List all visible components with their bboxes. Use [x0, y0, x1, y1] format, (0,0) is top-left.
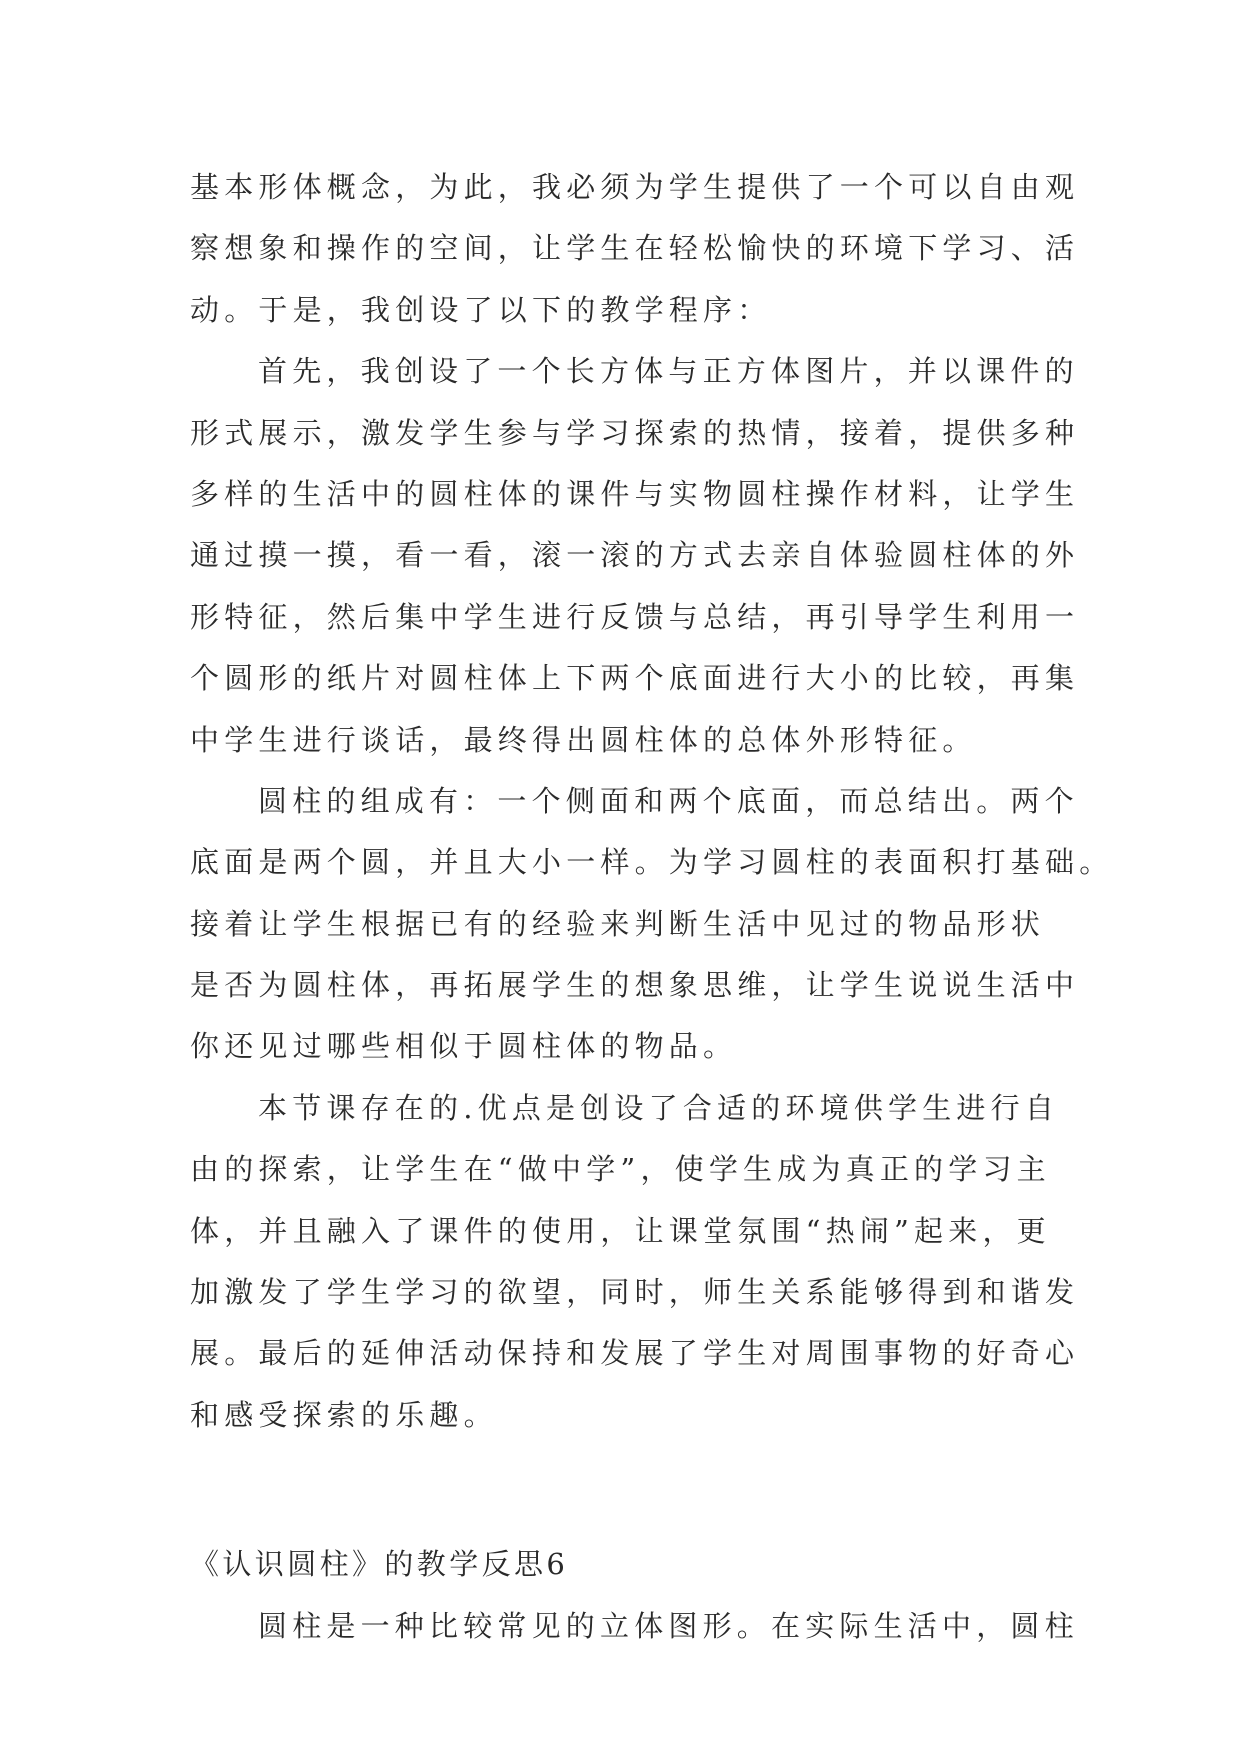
text-line: 圆柱是一种比较常见的立体图形。在实际生活中，圆柱	[258, 1608, 1079, 1643]
text-line: 形特征，然后集中学生进行反馈与总结，再引导学生利用一	[190, 599, 1080, 634]
document-body	[190, 157, 1114, 1657]
text-line: 体，并且融入了课件的使用，让课堂氛围“热闹”起来，更	[190, 1213, 1051, 1248]
text-line: 接着让学生根据已有的经验来判断生活中见过的物品形状	[190, 906, 1046, 941]
text-line: 圆柱的组成有：一个侧面和两个底面，而总结出。两个	[258, 783, 1079, 818]
text-line: 多样的生活中的圆柱体的课件与实物圆柱操作材料，让学生	[190, 476, 1080, 511]
text-line: 中学生进行谈话，最终得出圆柱体的总体外形特征。	[190, 722, 977, 757]
text-line: 动。于是，我创设了以下的教学程序：	[190, 292, 772, 327]
section-heading: 《认识圆柱》的教学反思6	[190, 1547, 569, 1582]
paragraph-new-section	[190, 1596, 1079, 1657]
paragraph-cylinder-parts	[190, 771, 1114, 1078]
paragraph-intro	[190, 157, 1080, 341]
text-line: 察想象和操作的空间，让学生在轻松愉快的环境下学习、活	[190, 231, 1080, 266]
section-gap	[190, 1446, 1052, 1534]
text-line: 和感受探索的乐趣。	[190, 1397, 498, 1432]
text-line: 加激发了学生学习的欲望，同时，师生关系能够得到和谐发	[190, 1275, 1080, 1310]
text-line: 展。最后的延伸活动保持和发展了学生对周围事物的好奇心	[190, 1336, 1080, 1371]
text-line: 你还见过哪些相似于圆柱体的物品。	[190, 1029, 738, 1064]
text-line: 底面是两个圆，并且大小一样。为学习圆柱的表面积打基础。	[190, 845, 1114, 880]
paragraph-first-step	[190, 341, 1080, 771]
text-line: 由的探索，让学生在“做中学”，使学生成为真正的学习主	[190, 1152, 1051, 1187]
text-line: 通过摸一摸，看一看，滚一滚的方式去亲自体验圆柱体的外	[190, 538, 1080, 573]
paragraph-strengths	[190, 1078, 1080, 1446]
text-line: 个圆形的纸片对圆柱体上下两个底面进行大小的比较，再集	[190, 661, 1080, 696]
text-line: 本节课存在的.优点是创设了合适的环境供学生进行自	[258, 1090, 1060, 1125]
text-line: 是否为圆柱体，再拓展学生的想象思维，让学生说说生活中	[190, 968, 1080, 1003]
text-line: 首先，我创设了一个长方体与正方体图片，并以课件的	[258, 354, 1079, 389]
text-line: 形式展示，激发学生参与学习探索的热情，接着，提供多种	[190, 415, 1080, 450]
text-line: 基本形体概念，为此，我必须为学生提供了一个可以自由观	[190, 170, 1080, 204]
